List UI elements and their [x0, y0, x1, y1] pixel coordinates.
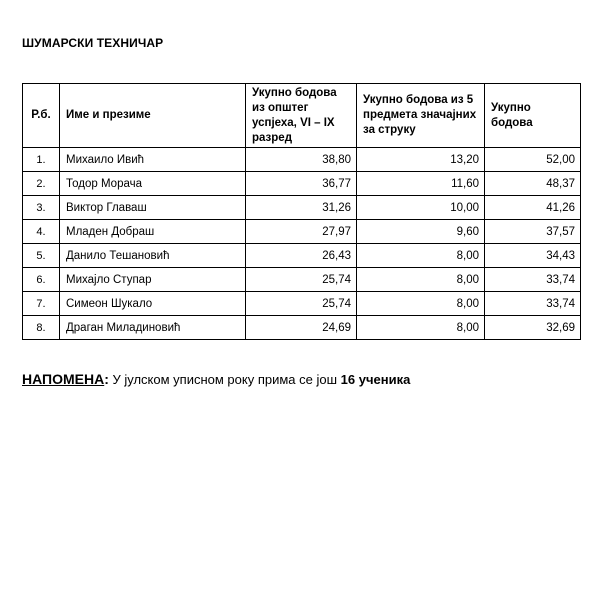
header-general-score: Укупно бодова из општег успјеха, VI – IX разред — [246, 84, 357, 148]
table-row — [23, 244, 581, 268]
cell-general-score: 31,26 — [246, 196, 357, 220]
page-title: ШУМАРСКИ ТЕХНИЧАР — [22, 36, 164, 50]
cell-total-score: 52,00 — [485, 148, 581, 172]
cell-num: 4. — [23, 220, 60, 244]
cell-name: Михајло Ступар — [60, 268, 246, 292]
cell-total-score: 41,26 — [485, 196, 581, 220]
cell-name: Данило Тешановић — [60, 244, 246, 268]
cell-general-score: 27,97 — [246, 220, 357, 244]
table-row — [23, 316, 581, 340]
cell-subjects-score: 8,00 — [357, 244, 485, 268]
header-name: Име и презиме — [60, 84, 246, 148]
cell-num: 1. — [23, 148, 60, 172]
cell-num: 8. — [23, 316, 60, 340]
cell-name: Тодор Морача — [60, 172, 246, 196]
table-row — [23, 268, 581, 292]
cell-general-score: 26,43 — [246, 244, 357, 268]
table-row — [23, 172, 581, 196]
cell-total-score: 32,69 — [485, 316, 581, 340]
cell-subjects-score: 8,00 — [357, 316, 485, 340]
cell-num: 6. — [23, 268, 60, 292]
cell-num: 3. — [23, 196, 60, 220]
cell-general-score: 36,77 — [246, 172, 357, 196]
table-row — [23, 196, 581, 220]
header-total-score: Укупно бодова — [485, 84, 581, 148]
cell-subjects-score: 11,60 — [357, 172, 485, 196]
cell-name: Симеон Шукало — [60, 292, 246, 316]
note-bold-count: 16 ученика — [340, 372, 411, 387]
cell-subjects-score: 10,00 — [357, 196, 485, 220]
cell-num: 5. — [23, 244, 60, 268]
note — [22, 371, 410, 387]
cell-general-score: 25,74 — [246, 268, 357, 292]
note-text: У јулском уписном року прима се још — [108, 372, 341, 387]
results-table — [22, 83, 581, 340]
table-row — [23, 148, 581, 172]
cell-name: Драган Миладиновић — [60, 316, 246, 340]
cell-num: 2. — [23, 172, 60, 196]
note-colon: : — [104, 371, 109, 387]
cell-subjects-score: 8,00 — [357, 292, 485, 316]
cell-general-score: 24,69 — [246, 316, 357, 340]
header-num: Р.б. — [23, 84, 60, 148]
cell-general-score: 38,80 — [246, 148, 357, 172]
cell-subjects-score: 13,20 — [357, 148, 485, 172]
cell-name: Младен Добраш — [60, 220, 246, 244]
table-row — [23, 220, 581, 244]
note-label: НАПОМЕНА — [22, 371, 105, 387]
cell-total-score: 34,43 — [485, 244, 581, 268]
header-subjects-score: Укупно бодова из 5 предмета значајних за струку — [357, 84, 485, 148]
cell-general-score: 25,74 — [246, 292, 357, 316]
cell-total-score: 33,74 — [485, 268, 581, 292]
cell-total-score: 48,37 — [485, 172, 581, 196]
table-header-row — [23, 84, 581, 148]
table-row — [23, 292, 581, 316]
table-body — [23, 148, 581, 340]
cell-total-score: 33,74 — [485, 292, 581, 316]
cell-name: Виктор Главаш — [60, 196, 246, 220]
cell-total-score: 37,57 — [485, 220, 581, 244]
cell-name: Михаило Ивић — [60, 148, 246, 172]
cell-subjects-score: 9,60 — [357, 220, 485, 244]
cell-num: 7. — [23, 292, 60, 316]
cell-subjects-score: 8,00 — [357, 268, 485, 292]
